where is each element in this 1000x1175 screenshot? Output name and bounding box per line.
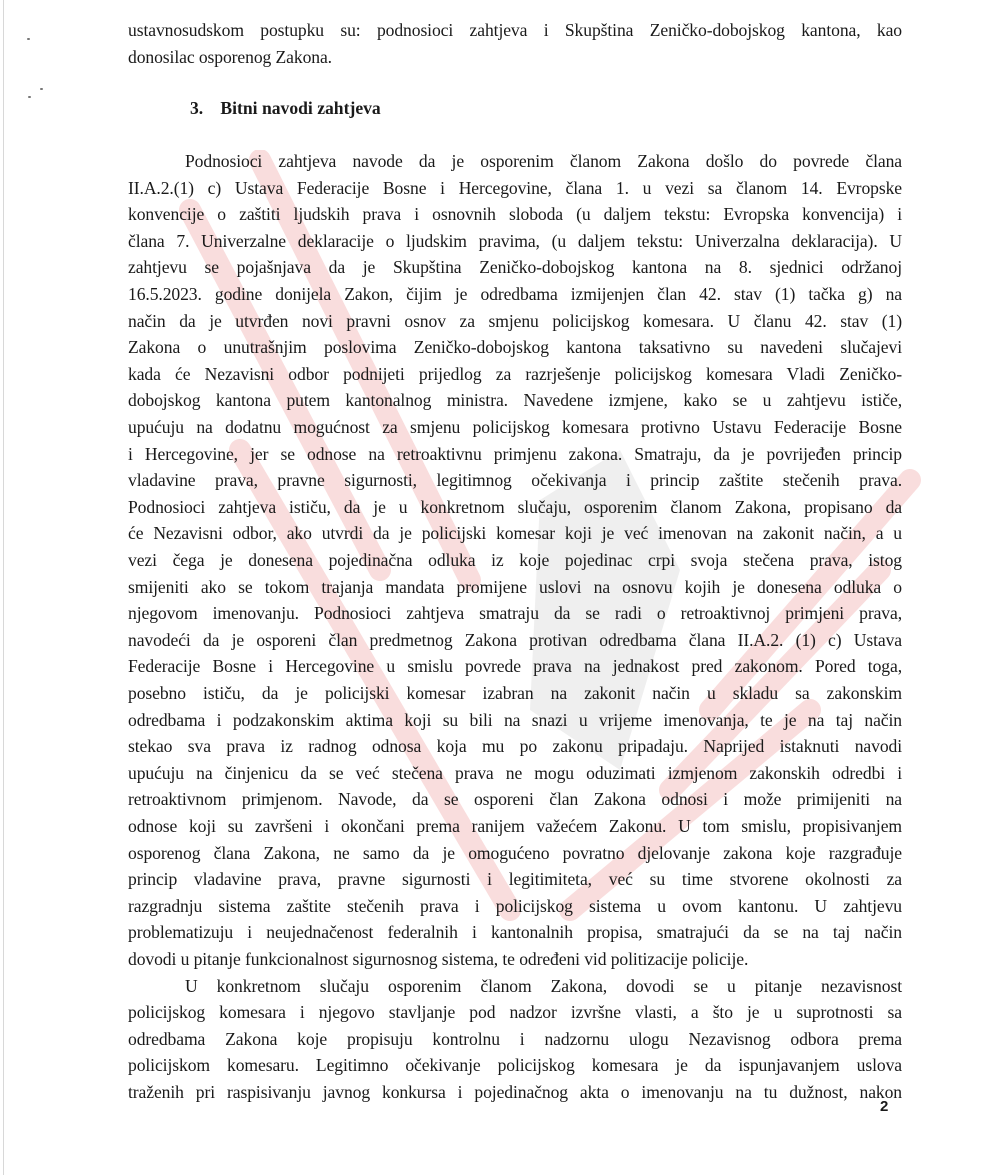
- text-line: donosilac osporenog Zakona.: [128, 47, 332, 67]
- text-line: zahtjevu se pojašnjava da je Skupština Zeničko-dobojskog kantona na 8. sjednici održanoj: [128, 257, 902, 278]
- text-line: policijskom komesaru. Legitimno očekivanje policijskog komesara je da ispunjavanjem uslova: [128, 1055, 902, 1076]
- section-number: 3.: [190, 98, 204, 118]
- text-line: odnose koji su završeni i okončani prema ranijem važećem Zakonu. U tom smislu, propisivanjem: [128, 816, 902, 836]
- text-line: konvencije o zaštiti ljudskih prava i osnovnih sloboda (u daljem tekstu: Evropska konvencija) i: [128, 204, 902, 225]
- text-line: navodeći da je osporeni član predmetnog Zakona protivan odredbama člana II.A.2. (1) c) Ustava: [128, 629, 902, 650]
- text-line: smijeniti ako se tokom trajanja mandata promijene uslovi na osnovu kojih je donesena odluka o: [128, 576, 902, 597]
- text-line: Podnosioci zahtjeva navode da je osporenim članom Zakona došlo do povrede člana: [185, 151, 902, 171]
- text-line: 16.5.2023. godine donijela Zakon, čijim je odredbama izmijenjen član 42. stav (1) tačka g) na: [128, 284, 902, 304]
- text-line: ustavnosudskom postupku su: podnosioci zahtjeva i Skupština Zeničko-dobojskog kantona, kao: [128, 20, 902, 40]
- scan-speck: [28, 96, 31, 98]
- text-line: odredbama i podzakonskim aktima koji su bili na snazi u vrijeme imenovanja, te je na taj način: [128, 709, 902, 730]
- text-line: njegovom imenovanju. Podnosioci zahtjeva smatraju da se radi o retroaktivnoj primjeni prava,: [128, 603, 902, 624]
- text-line: II.A.2.(1) c) Ustava Federacije Bosne i Hercegovine, člana 1. u vezi sa članom 14. Evropske: [128, 177, 902, 198]
- text-line: dovodi u pitanje funkcionalnost sigurnosnog sistema, te određeni vid politizacije policije.: [128, 949, 749, 969]
- text-line: razgradnju sistema zaštite stečenih prava i policijskog sistema u ovom kantonu. U zahtjevu: [128, 895, 902, 916]
- text-line: traženih pri raspisivanju javnog konkursa i pojedinačnog akta o imenovanju na tu dužnost, nakon: [128, 1082, 902, 1102]
- text-line: vladavine prava, pravne sigurnosti, legitimnog očekivanja i princip zaštite stečenih prava.: [128, 470, 902, 491]
- watermark-stroke: [240, 450, 510, 910]
- text-line: upućuju na dodatnu mogućnost za smjenu policijskog komesara protivno Ustavu Federacije Bosne: [128, 417, 902, 437]
- text-line: princip vladavine prava, pravne sigurnosti i legitimiteta, već su time stvorene okolnosti za: [128, 869, 902, 890]
- text-line: Federacije Bosne i Hercegovine u smislu povrede prava na jednakost pred zakonom. Pored toga,: [128, 656, 902, 677]
- text-line: člana 7. Univerzalne deklaracije o ljudskim pravima, (u daljem tekstu: Univerzalna deklaracija). U: [128, 230, 902, 251]
- text-line: problematizuju i neujednačenost federalnih i kantonalnih propisa, smatrajući da se na taj način: [128, 922, 902, 943]
- text-line: osporenog člana Zakona, ne samo da je omogućeno povratno djelovanje zakona koje razgrađuje: [128, 842, 902, 863]
- section-title: Bitni navodi zahtjeva: [220, 98, 381, 118]
- text-line: dobojskog kantona putem kantonalnog ministra. Navedene izmjene, kako se u zahtjevu ističe,: [128, 390, 902, 411]
- text-line: U konkretnom slučaju osporenim članom Zakona, dovodi se u pitanje nezavisnost: [185, 975, 902, 996]
- text-line: kada će Nezavisni odbor podnijeti prijedlog za razrješenje policijskog komesara Vladi Zeničko-: [128, 363, 902, 384]
- text-line: vezi čega je donesena pojedinačna odluka iz koje pojedinac crpi svoja stečena prava, istog: [128, 550, 902, 570]
- text-line: način da je utvrđen novi pravni osnov za smjenu policijskog komesara. U članu 42. stav (1): [128, 310, 902, 331]
- section-heading: [190, 98, 381, 118]
- text-line: će Nezavisni odbor, ako utvrdi da je policijski komesar koji je već imenovan na zakonit način, a u: [128, 523, 902, 544]
- text-line: policijskog komesara i njegovo stavljanje pod nadzor izvršne vlasti, a što je u suprotnosti sa: [128, 1002, 902, 1023]
- page-number: 2: [880, 1098, 889, 1115]
- scan-speck: [40, 88, 43, 90]
- text-line: stekao sva prava iz radnog odnosa koja mu po zakonu pripadaju. Naprijed istaknuti navodi: [128, 736, 902, 757]
- text-line: upućuju na činjenicu da se već stečena prava ne mogu oduzimati izmjenom zakonskih odredbi i: [128, 762, 902, 783]
- text-line: i Hercegovine, jer se odnose na retroaktivnu primjenu zakona. Smatraju, da je povrijeđen princip: [128, 443, 902, 464]
- scan-speck: [27, 38, 30, 40]
- text-line: Zakona o unutrašnjim poslovima Zeničko-dobojskog kantona taksativno su navedeni slučajevi: [128, 337, 902, 358]
- text-line: retroaktivnom primjenom. Navode, da se osporeni član Zakona odnosi i može primijeniti na: [128, 789, 902, 810]
- text-line: odredbama Zakona koje propisuju kontrolnu i nadzornu ulogu Nezavisnog odbora prema: [128, 1028, 902, 1049]
- scan-page-edge: [3, 0, 4, 1175]
- text-line: posebno ističu, da je policijski komesar izabran na zakonit način u skladu sa zakonskim: [128, 683, 902, 703]
- text-line: Podnosioci zahtjeva ističu, da je u konkretnom slučaju, osporenim članom Zakona, propisano da: [128, 496, 902, 517]
